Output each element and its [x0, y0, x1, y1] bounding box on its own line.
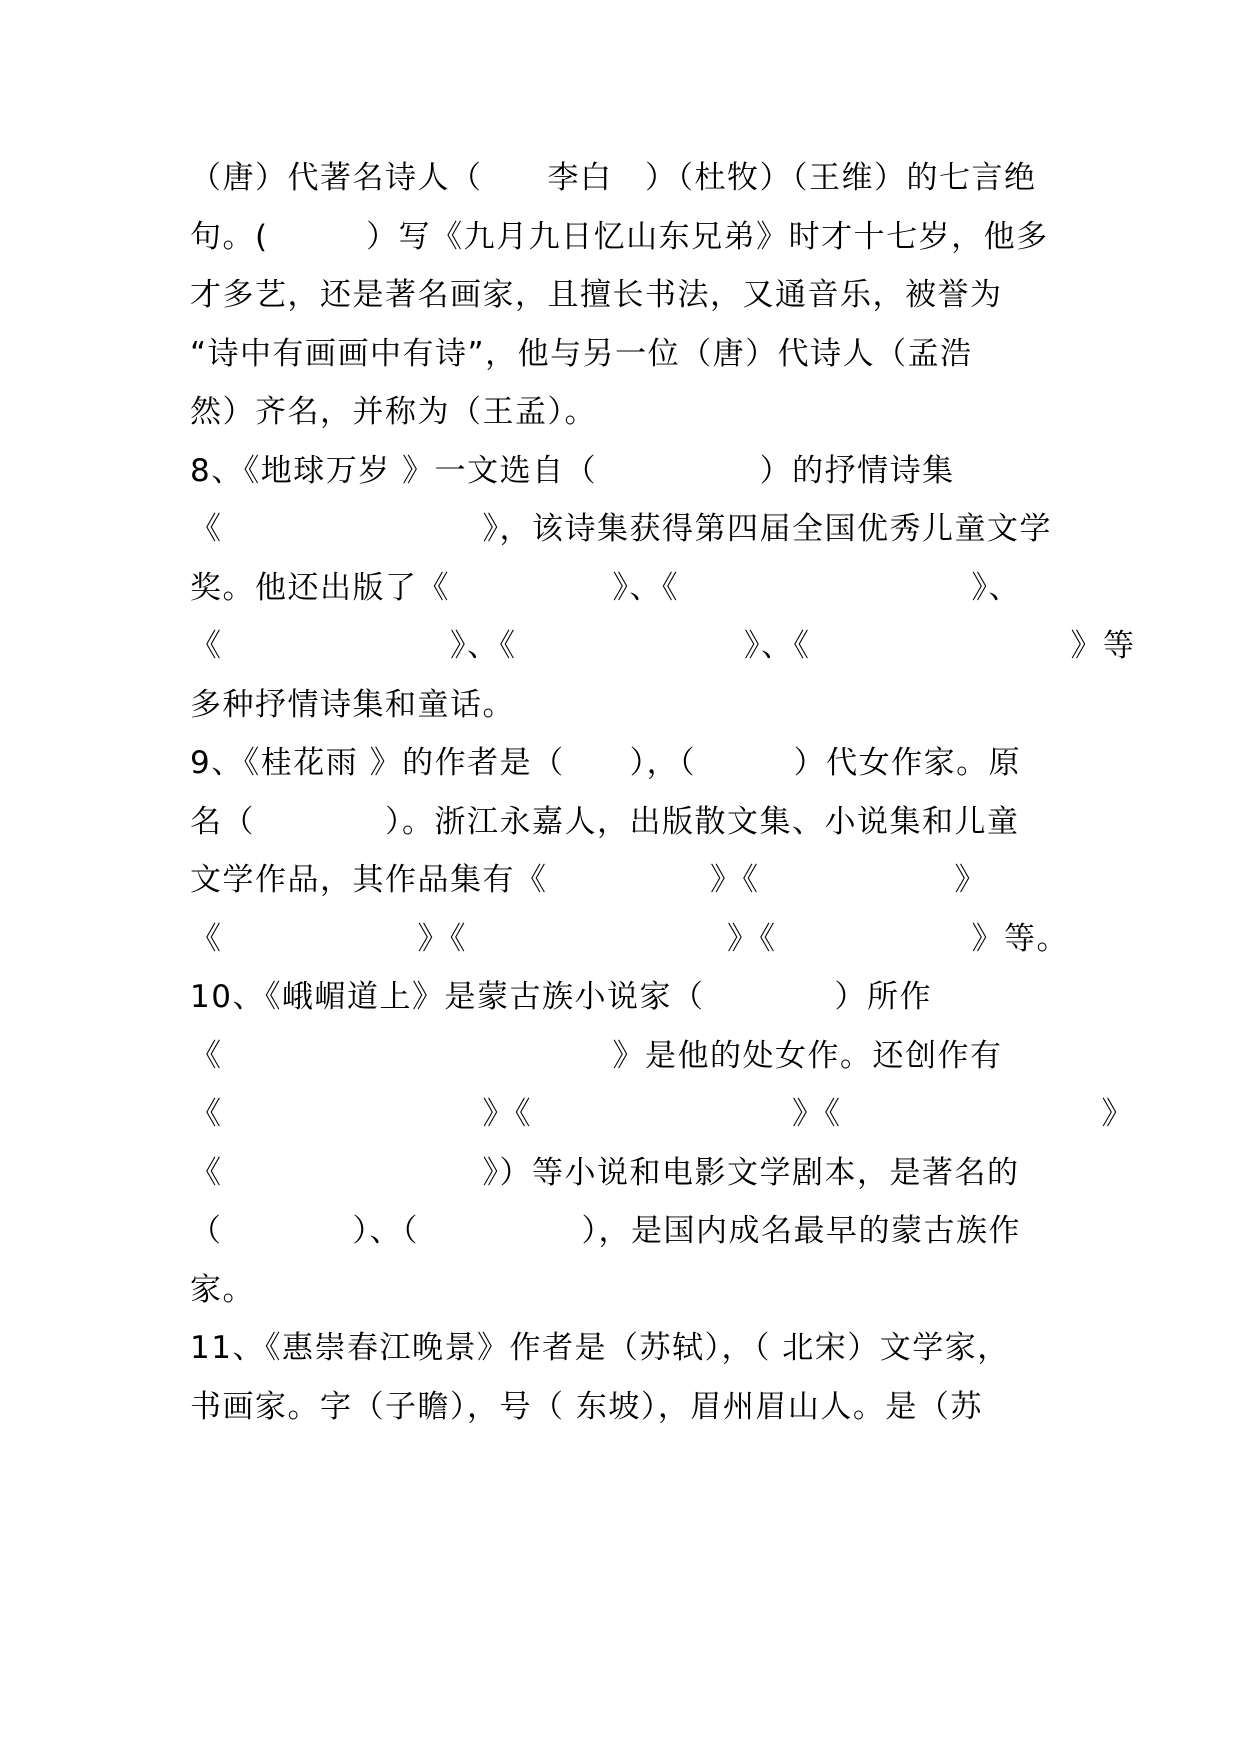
text-line: （ ）、（ ），是国内成名最早的蒙古族作: [190, 1213, 1021, 1249]
text-line: 9、《桂花雨 》的作者是（ ），（ ）代女作家。原: [190, 745, 1022, 781]
text-line: （唐）代著名诗人（ 李白 ）（杜牧）（王维）的七言绝: [190, 160, 1037, 196]
text-line: 8、《地球万岁 》一文选自（ ）的抒情诗集: [190, 453, 955, 489]
text-line: 家。: [190, 1272, 255, 1308]
text-line: 句。( ）写《九月九日忆山东兄弟》时才十七岁，他多: [190, 219, 1049, 255]
text-line: 文学作品，其作品集有《 》《 》: [190, 862, 987, 898]
text-line: 《 》）等小说和电影文学剧本，是著名的: [190, 1155, 1020, 1191]
text-line: 《 》《 》《 》等。: [190, 921, 1069, 957]
text-line: 《 》，该诗集获得第四届全国优秀儿童文学: [190, 511, 1052, 547]
text-line: 10、《峨嵋道上》是蒙古族小说家（ ）所作: [190, 979, 932, 1015]
text-line: 然）齐名，并称为（王孟）。: [190, 394, 597, 430]
text-line: 《 》、《 》、《 》等: [190, 628, 1136, 664]
text-line: 11、《惠崇春江晚景》作者是（苏轼），（ 北宋）文学家，: [190, 1330, 1010, 1366]
text-line: 才多艺，还是著名画家，且擅长书法，又通音乐，被誉为: [190, 277, 1003, 313]
text-line: 《 》《 》《 》: [190, 1096, 1134, 1132]
text-line: 名（ ）。浙江永嘉人，出版散文集、小说集和儿童: [190, 804, 1020, 840]
text-line: 多种抒情诗集和童话。: [190, 687, 515, 723]
text-line: 奖。他还出版了《 》、《 》、: [190, 570, 1021, 606]
text-line: 《 》是他的处女作。还创作有: [190, 1038, 1003, 1074]
text-line: 书画家。字（子瞻），号（ 东坡），眉州眉山人。是（苏: [190, 1389, 983, 1425]
text-line: “诗中有画画中有诗”，他与另一位（唐）代诗人（孟浩: [190, 336, 973, 372]
